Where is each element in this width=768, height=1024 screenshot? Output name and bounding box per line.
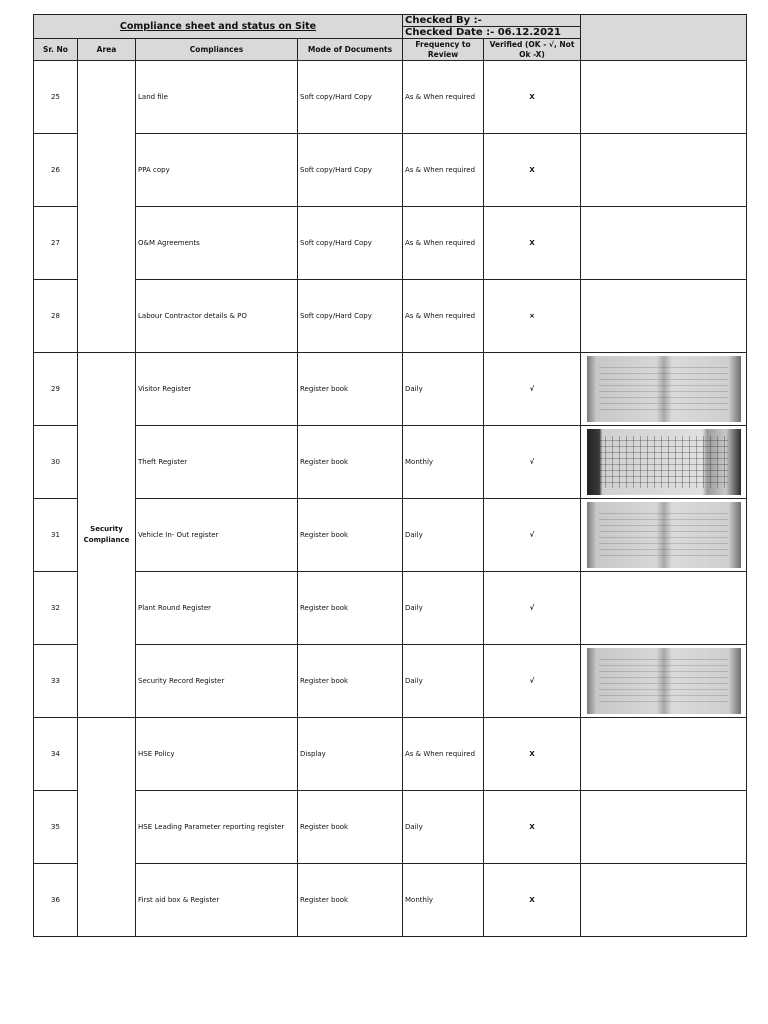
- frequency-cell: As & When required: [403, 718, 484, 791]
- sr-no-cell: 27: [34, 207, 78, 280]
- table-row: [34, 207, 747, 280]
- col-verified: Verified (OK - √, Not Ok -X): [484, 39, 581, 61]
- frequency-cell: Monthly: [403, 426, 484, 499]
- sr-no-cell: 31: [34, 499, 78, 572]
- compliance-cell: Theft Register: [136, 426, 298, 499]
- mode-cell: Soft copy/Hard Copy: [298, 280, 403, 353]
- photo-cell: [581, 791, 747, 864]
- frequency-cell: As & When required: [403, 134, 484, 207]
- verified-cell: X: [484, 134, 581, 207]
- mode-cell: Soft copy/Hard Copy: [298, 61, 403, 134]
- photo-cell: [581, 864, 747, 937]
- sr-no-cell: 36: [34, 864, 78, 937]
- mode-cell: Register book: [298, 864, 403, 937]
- photo-cell: [581, 207, 747, 280]
- photo-column-header: [581, 15, 747, 61]
- verified-cell: X: [484, 791, 581, 864]
- verified-cell: X: [484, 61, 581, 134]
- compliance-cell: O&M Agreements: [136, 207, 298, 280]
- register-photo: [587, 429, 741, 495]
- verified-cell: √: [484, 426, 581, 499]
- col-sr-no: Sr. No: [34, 39, 78, 61]
- compliance-cell: Visitor Register: [136, 353, 298, 426]
- table-row: [34, 572, 747, 645]
- table-row: [34, 791, 747, 864]
- sr-no-cell: 34: [34, 718, 78, 791]
- compliance-cell: First aid box & Register: [136, 864, 298, 937]
- frequency-cell: Daily: [403, 353, 484, 426]
- compliance-cell: Labour Contractor details & PO: [136, 280, 298, 353]
- photo-cell: [581, 61, 747, 134]
- photo-cell: [581, 645, 747, 718]
- compliance-cell: HSE Leading Parameter reporting register: [136, 791, 298, 864]
- table-row: [34, 499, 747, 572]
- mode-cell: Register book: [298, 426, 403, 499]
- checked-by: Checked By :-: [403, 15, 581, 27]
- area-cell: Security Compliance: [78, 353, 136, 718]
- table-row: [34, 134, 747, 207]
- mode-cell: Register book: [298, 572, 403, 645]
- table-row: [34, 718, 747, 791]
- table-row: [34, 864, 747, 937]
- checked-date: Checked Date :- 06.12.2021: [403, 27, 581, 39]
- compliance-cell: Land file: [136, 61, 298, 134]
- mode-cell: Soft copy/Hard Copy: [298, 134, 403, 207]
- compliance-cell: Vehicle In- Out register: [136, 499, 298, 572]
- sr-no-cell: 28: [34, 280, 78, 353]
- photo-cell: [581, 280, 747, 353]
- verified-cell: √: [484, 353, 581, 426]
- mode-cell: Display: [298, 718, 403, 791]
- sr-no-cell: 26: [34, 134, 78, 207]
- col-frequency: Frequency to Review: [403, 39, 484, 61]
- frequency-cell: As & When required: [403, 280, 484, 353]
- col-area: Area: [78, 39, 136, 61]
- mode-cell: Register book: [298, 791, 403, 864]
- sr-no-cell: 32: [34, 572, 78, 645]
- mode-cell: Register book: [298, 645, 403, 718]
- table-row: [34, 645, 747, 718]
- verified-cell: X: [484, 207, 581, 280]
- compliance-cell: Plant Round Register: [136, 572, 298, 645]
- table-row: [34, 61, 747, 134]
- table-row: [34, 426, 747, 499]
- photo-cell: [581, 353, 747, 426]
- sr-no-cell: 29: [34, 353, 78, 426]
- register-photo: [587, 648, 741, 714]
- photo-cell: [581, 572, 747, 645]
- frequency-cell: Daily: [403, 499, 484, 572]
- register-photo: [587, 356, 741, 422]
- sr-no-cell: 35: [34, 791, 78, 864]
- frequency-cell: Daily: [403, 572, 484, 645]
- compliance-cell: Security Record Register: [136, 645, 298, 718]
- verified-cell: √: [484, 645, 581, 718]
- register-photo: [587, 502, 741, 568]
- col-mode: Mode of Documents: [298, 39, 403, 61]
- sr-no-cell: 30: [34, 426, 78, 499]
- photo-cell: [581, 426, 747, 499]
- mode-cell: Soft copy/Hard Copy: [298, 207, 403, 280]
- compliance-cell: HSE Policy: [136, 718, 298, 791]
- photo-cell: [581, 718, 747, 791]
- area-cell: [78, 61, 136, 353]
- verified-cell: √: [484, 572, 581, 645]
- mode-cell: Register book: [298, 499, 403, 572]
- frequency-cell: Monthly: [403, 864, 484, 937]
- sr-no-cell: 25: [34, 61, 78, 134]
- frequency-cell: Daily: [403, 645, 484, 718]
- photo-cell: [581, 499, 747, 572]
- frequency-cell: Daily: [403, 791, 484, 864]
- area-cell: [78, 718, 136, 937]
- table-row: [34, 353, 747, 426]
- verified-cell: ×: [484, 280, 581, 353]
- col-compliances: Compliances: [136, 39, 298, 61]
- sheet-title: Compliance sheet and status on Site: [34, 15, 403, 39]
- verified-cell: X: [484, 718, 581, 791]
- table-row: [34, 280, 747, 353]
- frequency-cell: As & When required: [403, 61, 484, 134]
- photo-cell: [581, 134, 747, 207]
- compliance-sheet-table: [33, 14, 747, 937]
- compliance-cell: PPA copy: [136, 134, 298, 207]
- frequency-cell: As & When required: [403, 207, 484, 280]
- verified-cell: X: [484, 864, 581, 937]
- mode-cell: Register book: [298, 353, 403, 426]
- verified-cell: √: [484, 499, 581, 572]
- sr-no-cell: 33: [34, 645, 78, 718]
